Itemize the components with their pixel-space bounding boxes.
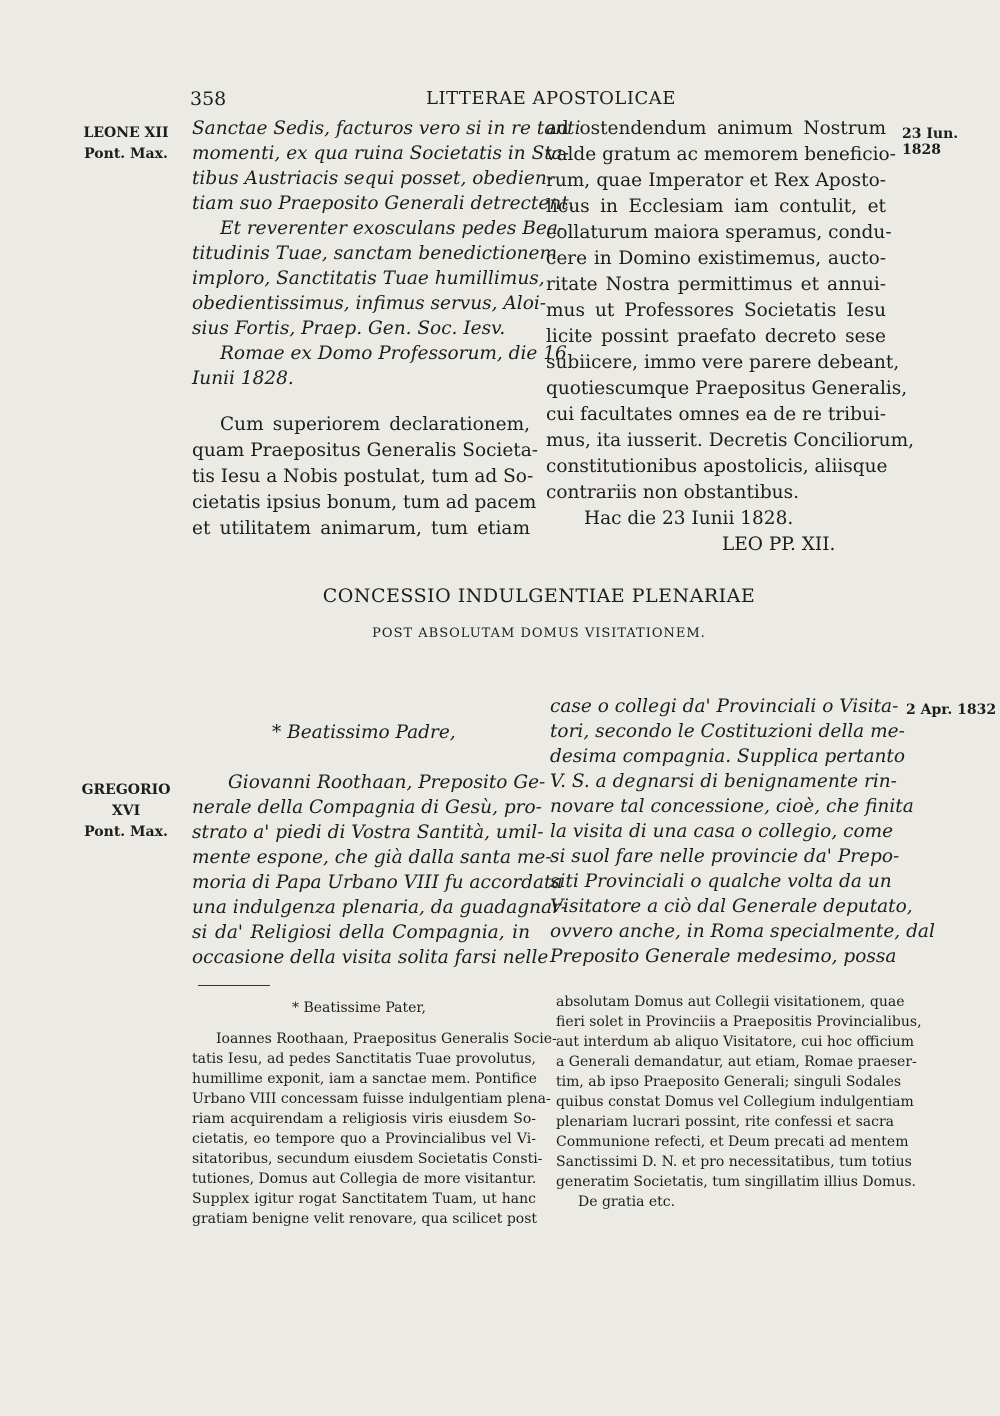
margin-line: GREGORIO <box>81 782 171 798</box>
text-line: * Beatissimo Padre, <box>272 722 456 743</box>
text-line: momenti, ex qua ruina Societatis in Sta- <box>192 143 569 164</box>
text-line: tibus Austriacis sequi posset, obedien- <box>192 168 554 189</box>
text-line: subiicere, immo vere parere debeant, <box>546 352 900 373</box>
text-line: titudinis Tuae, sanctam benedictionem <box>192 243 558 264</box>
text-line: cui facultates omnes ea de re tribui- <box>546 404 886 425</box>
text-line: Hac die 23 Iunii 1828. <box>584 508 794 529</box>
text-line: valde gratum ac memorem beneficio- <box>546 144 896 165</box>
text-line: mus ut Professores Societatis Iesu <box>546 300 886 321</box>
text-line: tim, ab ipso Praeposito Generali; singuli Sodales <box>556 1074 902 1090</box>
text-line: una indulgenza plenaria, da guadagnar- <box>192 897 568 918</box>
section-subtitle: POST ABSOLUTAM DOMUS VISITATIONEM. <box>372 626 706 641</box>
text-line: Romae ex Domo Professorum, die 16 <box>220 343 567 364</box>
text-line: siti Provinciali o qualche volta da un <box>550 871 892 892</box>
text-line: moria di Papa Urbano VIII fu accordata <box>192 872 563 893</box>
text-line: humillime exponit, iam a sanctae mem. Pontifice <box>192 1071 537 1087</box>
text-line: case o collegi da' Provinciali o Visita- <box>550 696 899 717</box>
text-line: Supplex igitur rogat Sanctitatem Tuam, ut hanc <box>192 1191 536 1207</box>
text-line: quibus constat Domus vel Collegium indulgentiam <box>556 1094 914 1110</box>
footnote-rule <box>198 985 270 986</box>
text-line: quam Praepositus Generalis Societa- <box>192 440 539 461</box>
text-line: Cum superiorem declarationem, <box>220 414 530 435</box>
margin-date-1: 23 Iun. 1828 <box>902 126 959 158</box>
text-line: De gratia etc. <box>578 1194 676 1210</box>
text-line: si da' Religiosi della Compagnia, in <box>192 922 530 943</box>
text-line: tis Iesu a Nobis postulat, tum ad So- <box>192 466 534 487</box>
text-line: gratiam benigne velit renovare, qua scilicet post <box>192 1211 538 1227</box>
text-line: * Beatissime Pater, <box>292 1000 426 1016</box>
text-line: generatim Societatis, tum singillatim illius Domus. <box>556 1174 916 1190</box>
text-line: ritate Nostra permittimus et annui- <box>546 274 886 295</box>
margin-line: LEONE XII <box>83 125 169 141</box>
text-line: la visita di una casa o collegio, come <box>550 821 894 842</box>
text-line: Giovanni Roothaan, Preposito Ge- <box>228 772 546 793</box>
text-line: tatis Iesu, ad pedes Sanctitatis Tuae provolutus, <box>192 1051 536 1067</box>
margin-note-pope-leo <box>78 123 174 165</box>
text-line: Communione refecti, et Deum precati ad mentem <box>556 1134 909 1150</box>
text-line: cere in Domino existimemus, aucto- <box>546 248 886 269</box>
text-line: V. S. a degnarsi di benignamente rin- <box>550 771 897 792</box>
text-line: fieri solet in Provinciis a Praepositis Provincialibus, <box>556 1014 922 1030</box>
margin-date-2: 2 Apr. 1832 <box>906 702 997 718</box>
text-line: desima compagnia. Supplica pertanto <box>550 746 905 767</box>
text-line: tutiones, Domus aut Collegia de more visitantur. <box>192 1171 537 1187</box>
running-title: LITTERAE APOSTOLICAE <box>426 88 676 109</box>
section-title: CONCESSIO INDULGENTIAE PLENARIAE <box>322 585 756 607</box>
text-line: a Generali demandatur, aut etiam, Romae praeser- <box>556 1054 917 1070</box>
text-line: Sanctissimi D. N. et pro necessitatibus, tum totius <box>556 1154 912 1170</box>
text-line: cietatis, eo tempore quo a Provincialibus vel Vi- <box>192 1131 536 1147</box>
text-line: sitatoribus, secundum eiusdem Societatis Consti- <box>192 1151 543 1167</box>
text-line: ovvero anche, in Roma specialmente, dal <box>550 921 935 942</box>
text-line: imploro, Sanctitatis Tuae humillimus, <box>192 268 545 289</box>
text-line: sius Fortis, Praep. Gen. Soc. Iesv. <box>192 318 506 339</box>
text-line: licite possint praefato decreto sese <box>546 326 886 347</box>
text-line: cietatis ipsius bonum, tum ad pacem <box>192 492 537 513</box>
text-line: et utilitatem animarum, tum etiam <box>192 518 530 539</box>
margin-line: Pont. Max. <box>84 146 168 162</box>
text-line: riam acquirendam a religiosis viris eiusdem So- <box>192 1111 536 1127</box>
text-line: absolutam Domus aut Collegii visitationem, quae <box>556 994 905 1010</box>
text-line: occasione della visita solita farsi nelle <box>192 947 549 968</box>
text-line: Et reverenter exosculans pedes Bea- <box>220 218 565 239</box>
margin-line: Pont. Max. <box>84 824 168 840</box>
text-line: rum, quae Imperator et Rex Aposto- <box>546 170 886 191</box>
margin-note-pope-gregory <box>78 780 174 843</box>
text-line: collaturum maiora speramus, condu- <box>546 222 892 243</box>
text-line: novare tal concessione, cioè, che finita <box>550 796 914 817</box>
margin-line: XVI <box>111 803 141 819</box>
text-line: contrariis non obstantibus. <box>546 482 799 503</box>
text-line: Preposito Generale medesimo, possa <box>550 946 897 967</box>
text-line: licus in Ecclesiam iam contulit, et <box>546 196 886 217</box>
text-line: tori, secondo le Costituzioni della me- <box>550 721 905 742</box>
text-line: constitutionibus apostolicis, aliisque <box>546 456 888 477</box>
text-line: quotiescumque Praepositus Generalis, <box>546 378 908 399</box>
text-line: ad ostendendum animum Nostrum <box>546 118 886 139</box>
text-line: si suol fare nelle provincie da' Prepo- <box>550 846 900 867</box>
text-line: Ioannes Roothaan, Praepositus Generalis Socie- <box>216 1031 557 1047</box>
text-line: Urbano VIII concessam fuisse indulgentiam plena- <box>192 1091 551 1107</box>
text-line: strato a' piedi di Vostra Santità, umil- <box>192 822 544 843</box>
text-line: plenariam lucrari possint, rite confessi et sacra <box>556 1114 894 1130</box>
text-line: Iunii 1828. <box>192 368 294 389</box>
text-line: mente espone, che già dalla santa me- <box>192 847 552 868</box>
page-number: 358 <box>190 88 227 110</box>
text-line: aut interdum ab aliquo Visitatore, cui hoc officium <box>556 1034 915 1050</box>
signature: LEO PP. XII. <box>722 534 836 555</box>
text-line: nerale della Compagnia di Gesù, pro- <box>192 797 542 818</box>
text-line: tiam suo Praeposito Generali detrectent. <box>192 193 575 214</box>
text-line: mus, ita iusserit. Decretis Conciliorum, <box>546 430 914 451</box>
text-line: Sanctae Sedis, facturos vero si in re tanti <box>192 118 581 139</box>
text-line: obedientissimus, infimus servus, Aloi- <box>192 293 547 314</box>
text-line: Visitatore a ciò dal Generale deputato, <box>550 896 913 917</box>
